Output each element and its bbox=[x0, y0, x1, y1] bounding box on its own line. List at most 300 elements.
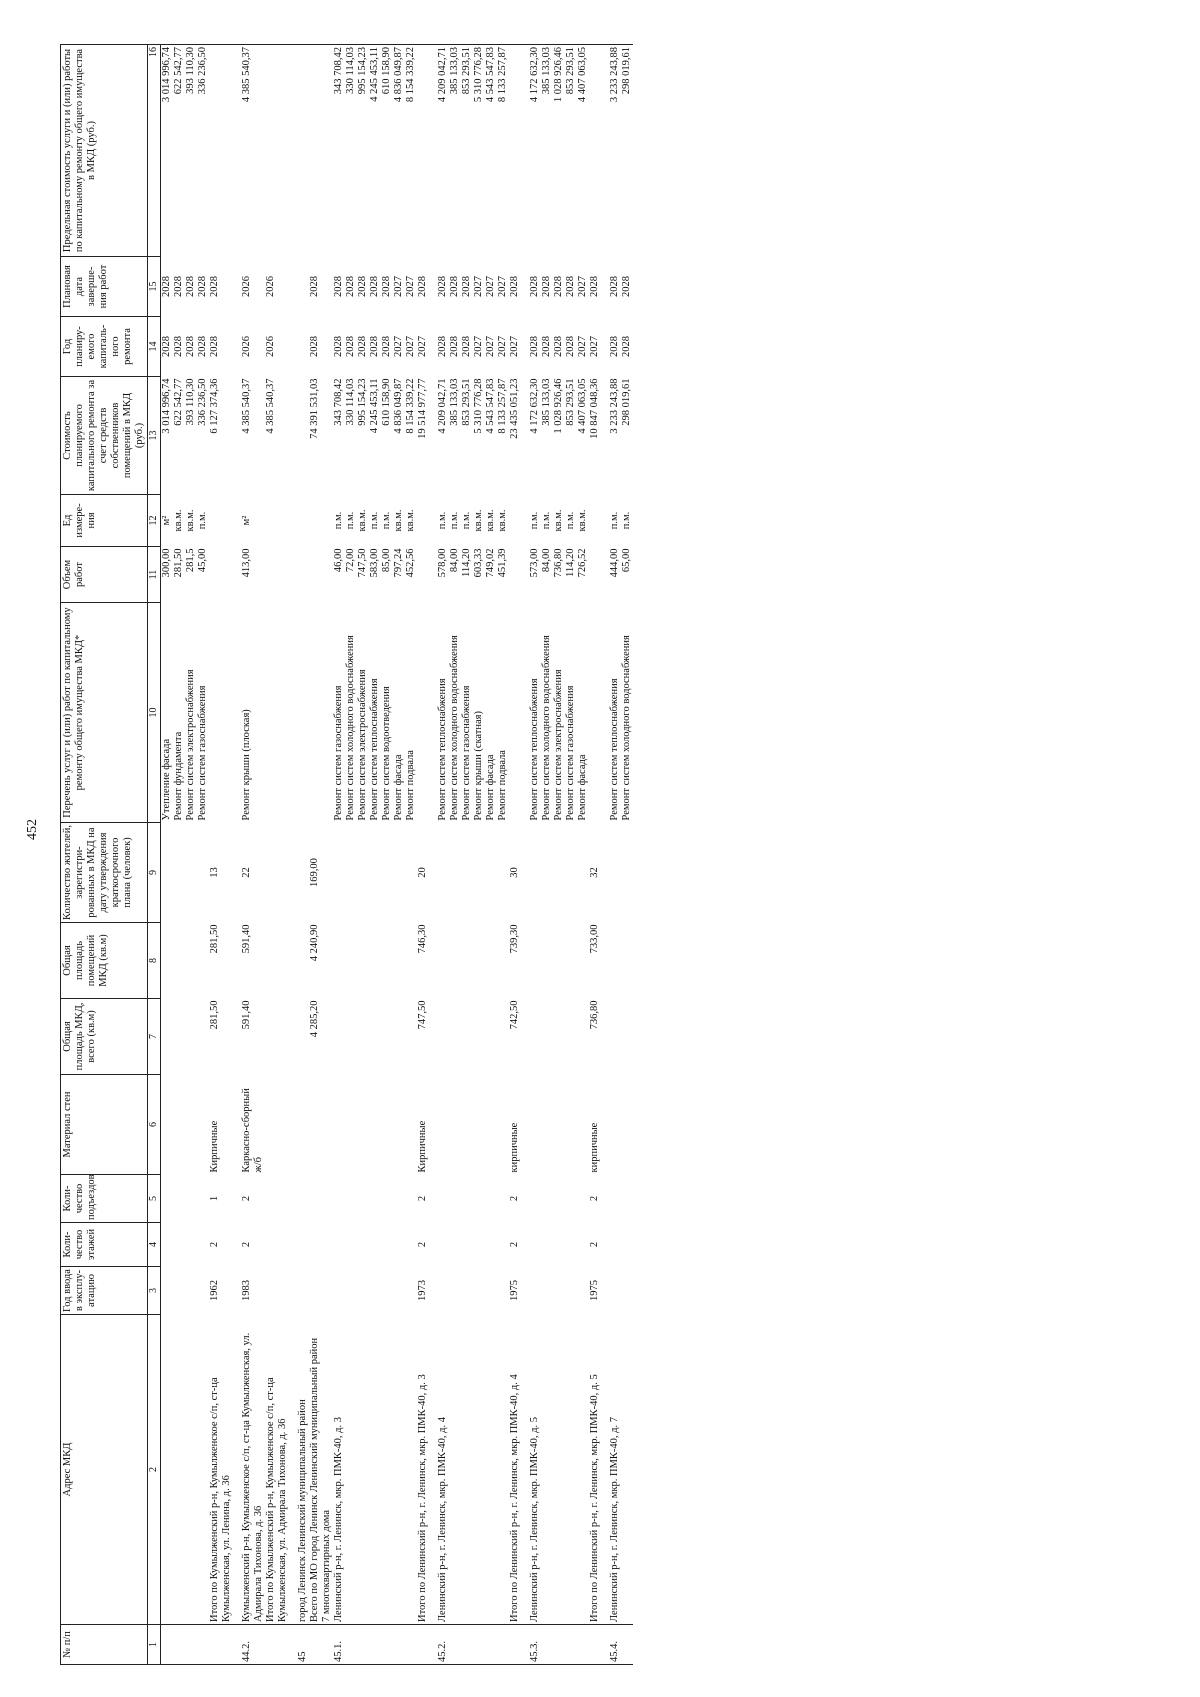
year-built-cell bbox=[461, 1267, 473, 1315]
address-cell bbox=[621, 1315, 633, 1625]
limit-cost-cell: 343 708,42 bbox=[333, 45, 345, 257]
residents-cell bbox=[437, 823, 449, 923]
completion-date-cell: 2027 bbox=[405, 276, 416, 297]
work-volume-cell: 444,00 bbox=[609, 548, 620, 578]
work-volume-cell: 45,00 bbox=[197, 548, 208, 573]
address-cell bbox=[485, 1315, 497, 1625]
year-built-cell bbox=[393, 1267, 405, 1315]
entrances-cell: 2 bbox=[509, 1195, 520, 1202]
cost-cell bbox=[321, 377, 333, 495]
premises-area-cell bbox=[529, 923, 541, 999]
table-row bbox=[381, 45, 393, 1665]
address-cell: Ленинский р-н, г. Ленинск, мкр. ПМК-40, д. 7 bbox=[609, 1315, 621, 1625]
year-built-cell bbox=[437, 1267, 449, 1315]
address-cell bbox=[405, 1315, 417, 1625]
column-index-cell: 11 bbox=[148, 547, 161, 603]
floors-cell bbox=[161, 1223, 174, 1267]
entrances-cell bbox=[461, 1175, 473, 1223]
work-volume-cell: 578,00 bbox=[437, 548, 448, 578]
work-type-cell: Ремонт систем теплоснабжения bbox=[609, 678, 620, 821]
cost-cell: 393 110,30 bbox=[185, 378, 196, 426]
column-index-cell: 7 bbox=[148, 999, 161, 1075]
row-number-cell: 45.3. bbox=[529, 1625, 541, 1665]
premises-area-cell bbox=[369, 923, 381, 999]
floors-cell: 2 bbox=[241, 1241, 252, 1248]
entrances-cell bbox=[449, 1175, 461, 1223]
year-built-cell bbox=[405, 1267, 417, 1315]
completion-date-cell: 2028 bbox=[529, 276, 540, 297]
row-number-cell bbox=[381, 1625, 393, 1665]
entrances-cell bbox=[497, 1175, 509, 1223]
premises-area-cell bbox=[265, 923, 297, 999]
unit-cell bbox=[265, 495, 297, 547]
residents-cell bbox=[609, 823, 621, 923]
address-cell bbox=[173, 1315, 185, 1625]
header-cell: Стоимость планируемого капитального ремонта за счет средств собственников помещений в МКД (руб.) bbox=[61, 377, 148, 495]
residents-cell bbox=[369, 823, 381, 923]
premises-area-cell bbox=[609, 923, 621, 999]
total-area-cell bbox=[333, 999, 345, 1075]
floors-cell bbox=[609, 1223, 621, 1267]
total-area-cell: 281,50 bbox=[209, 1000, 220, 1030]
total-area-cell: 736,80 bbox=[589, 1000, 600, 1030]
premises-area-cell: 746,30 bbox=[417, 924, 428, 954]
repair-year-cell: 2028 bbox=[553, 336, 564, 357]
unit-cell: п.м. bbox=[461, 511, 472, 530]
repair-year-cell: 2028 bbox=[381, 336, 392, 357]
floors-cell bbox=[565, 1223, 577, 1267]
table-row bbox=[461, 45, 473, 1665]
total-area-cell bbox=[369, 999, 381, 1075]
row-number-cell bbox=[369, 1625, 381, 1665]
premises-area-cell bbox=[357, 923, 369, 999]
work-volume-cell: 114,20 bbox=[565, 548, 576, 577]
residents-cell bbox=[473, 823, 485, 923]
floors-cell bbox=[577, 1223, 589, 1267]
year-built-cell bbox=[497, 1267, 509, 1315]
cost-cell: 298 019,61 bbox=[621, 378, 632, 426]
row-number-cell bbox=[173, 1625, 185, 1665]
repair-year-cell: 2027 bbox=[405, 336, 416, 357]
column-index-row bbox=[148, 45, 161, 1665]
wall-material-cell bbox=[541, 1075, 553, 1175]
table-row bbox=[473, 45, 485, 1665]
wall-material-cell bbox=[381, 1075, 393, 1175]
completion-date-cell: 2028 bbox=[565, 276, 576, 297]
total-area-cell: 4 285,20 bbox=[309, 1000, 320, 1038]
cost-cell: 995 154,23 bbox=[357, 378, 368, 426]
year-built-cell bbox=[565, 1267, 577, 1315]
limit-cost-cell: 298 019,61 bbox=[621, 45, 633, 257]
year-built-cell: 1983 bbox=[241, 1280, 252, 1301]
completion-date-cell: 2028 bbox=[309, 276, 320, 297]
unit-cell: м² bbox=[241, 515, 252, 526]
work-type-cell: Ремонт систем газоснабжения bbox=[461, 685, 472, 821]
residents-cell bbox=[197, 823, 209, 923]
address-cell bbox=[345, 1315, 357, 1625]
floors-cell bbox=[541, 1223, 553, 1267]
row-number-cell bbox=[357, 1625, 369, 1665]
wall-material-cell bbox=[309, 1075, 321, 1175]
unit-cell: кв.м. bbox=[473, 509, 484, 532]
residents-cell bbox=[357, 823, 369, 923]
entrances-cell bbox=[609, 1175, 621, 1223]
header-cell: Год ввода в эксплу-атацию bbox=[61, 1267, 148, 1315]
unit-cell bbox=[309, 495, 321, 547]
premises-area-cell bbox=[345, 923, 357, 999]
completion-date-cell: 2027 bbox=[577, 276, 588, 297]
year-built-cell bbox=[321, 1267, 333, 1315]
work-volume-cell: 300,00 bbox=[161, 548, 172, 578]
work-type-cell bbox=[589, 603, 609, 823]
work-volume-cell bbox=[417, 547, 437, 603]
completion-date-cell: 2028 bbox=[589, 276, 600, 297]
entrances-cell bbox=[405, 1175, 417, 1223]
header-cell: Адрес МКД bbox=[61, 1315, 148, 1625]
floors-cell: 2 bbox=[589, 1241, 600, 1248]
total-area-cell bbox=[485, 999, 497, 1075]
row-number-cell bbox=[509, 1625, 529, 1665]
premises-area-cell bbox=[473, 923, 485, 999]
floors-cell bbox=[265, 1223, 297, 1267]
column-index-cell: 4 bbox=[148, 1223, 161, 1267]
capital-repair-table bbox=[60, 44, 633, 1665]
completion-date-cell: 2028 bbox=[381, 276, 392, 297]
unit-cell: кв.м. bbox=[577, 509, 588, 532]
floors-cell bbox=[405, 1223, 417, 1267]
work-volume-cell: 726,52 bbox=[577, 548, 588, 578]
completion-date-cell bbox=[321, 257, 333, 317]
header-cell: Общая площадь помещений МКД (кв.м) bbox=[61, 923, 148, 999]
premises-area-cell bbox=[197, 923, 209, 999]
completion-date-cell: 2028 bbox=[449, 276, 460, 297]
entrances-cell bbox=[381, 1175, 393, 1223]
residents-cell bbox=[449, 823, 461, 923]
address-cell bbox=[553, 1315, 565, 1625]
limit-cost-cell: 853 293,51 bbox=[461, 45, 473, 257]
wall-material-cell bbox=[553, 1075, 565, 1175]
completion-date-cell: 2028 bbox=[461, 276, 472, 297]
wall-material-cell bbox=[197, 1075, 209, 1175]
year-built-cell bbox=[265, 1267, 297, 1315]
limit-cost-cell: 330 114,03 bbox=[345, 45, 357, 257]
column-index-cell: 10 bbox=[148, 603, 161, 823]
premises-area-cell bbox=[553, 923, 565, 999]
limit-cost-cell: 4 245 453,11 bbox=[369, 45, 381, 257]
unit-cell: кв.м. bbox=[485, 509, 496, 532]
row-number-cell bbox=[589, 1625, 609, 1665]
row-number-cell bbox=[321, 1625, 333, 1665]
total-area-cell bbox=[497, 999, 509, 1075]
work-type-cell: Ремонт подвала bbox=[497, 750, 508, 821]
year-built-cell bbox=[473, 1267, 485, 1315]
column-index-cell: 15 bbox=[148, 257, 161, 317]
work-type-cell: Ремонт фасада bbox=[393, 754, 404, 821]
work-type-cell: Ремонт подвала bbox=[405, 750, 416, 821]
unit-cell: п.м. bbox=[381, 511, 392, 530]
completion-date-cell: 2028 bbox=[345, 276, 356, 297]
work-volume-cell: 573,00 bbox=[529, 548, 540, 578]
floors-cell bbox=[357, 1223, 369, 1267]
completion-date-cell: 2028 bbox=[509, 276, 520, 297]
floors-cell: 2 bbox=[209, 1241, 220, 1248]
row-number-cell bbox=[541, 1625, 553, 1665]
unit-cell: п.м. bbox=[449, 511, 460, 530]
year-built-cell bbox=[173, 1267, 185, 1315]
total-area-cell bbox=[345, 999, 357, 1075]
work-volume-cell: 281,50 bbox=[173, 548, 184, 578]
limit-cost-cell: 4 407 063,05 bbox=[577, 45, 589, 257]
floors-cell bbox=[485, 1223, 497, 1267]
completion-date-cell: 2028 bbox=[209, 276, 220, 297]
entrances-cell bbox=[529, 1175, 541, 1223]
floors-cell bbox=[621, 1223, 633, 1267]
total-area-cell bbox=[297, 999, 309, 1075]
total-area-cell bbox=[197, 999, 209, 1075]
completion-date-cell: 2028 bbox=[357, 276, 368, 297]
unit-cell: п.м. bbox=[529, 511, 540, 530]
residents-cell: 20 bbox=[417, 867, 428, 878]
total-area-cell bbox=[565, 999, 577, 1075]
row-number-cell bbox=[565, 1625, 577, 1665]
address-cell: Итого по Кумылженский р-н, Кумылженское с/п, ст-ца Кумылженская, ул. Ленина, д. 36 bbox=[209, 1315, 241, 1625]
table-row bbox=[345, 45, 357, 1665]
limit-cost-cell: 4 543 547,83 bbox=[485, 45, 497, 257]
table-row bbox=[333, 45, 345, 1665]
wall-material-cell bbox=[405, 1075, 417, 1175]
work-volume-cell: 46,00 bbox=[333, 548, 344, 573]
limit-cost-cell bbox=[297, 45, 309, 257]
total-area-cell bbox=[173, 999, 185, 1075]
limit-cost-cell: 8 133 257,87 bbox=[497, 45, 509, 257]
repair-year-cell: 2028 bbox=[173, 336, 184, 357]
completion-date-cell: 2028 bbox=[173, 276, 184, 297]
work-type-cell: Ремонт систем водоотведения bbox=[381, 686, 392, 821]
column-index-cell: 9 bbox=[148, 823, 161, 923]
repair-year-cell: 2028 bbox=[333, 336, 344, 357]
premises-area-cell bbox=[381, 923, 393, 999]
year-built-cell: 1975 bbox=[509, 1280, 520, 1301]
total-area-cell bbox=[621, 999, 633, 1075]
limit-cost-cell: 622 542,77 bbox=[173, 45, 185, 257]
table-row bbox=[161, 45, 174, 1665]
work-type-cell: Утепление фасада bbox=[161, 738, 172, 821]
limit-cost-cell: 4 172 632,30 bbox=[529, 45, 541, 257]
repair-year-cell: 2028 bbox=[565, 336, 576, 357]
header-cell: Год планиру-емого капиталь-ного ремонта bbox=[61, 317, 148, 377]
table-row bbox=[529, 45, 541, 1665]
limit-cost-cell: 853 293,51 bbox=[565, 45, 577, 257]
total-area-cell bbox=[393, 999, 405, 1075]
repair-year-cell: 2028 bbox=[161, 336, 172, 357]
work-volume-cell: 749,02 bbox=[485, 548, 496, 578]
entrances-cell bbox=[553, 1175, 565, 1223]
table-row bbox=[357, 45, 369, 1665]
entrances-cell bbox=[265, 1175, 297, 1223]
row-number-cell bbox=[265, 1625, 297, 1665]
table-row bbox=[369, 45, 381, 1665]
work-volume-cell: 65,00 bbox=[621, 548, 632, 573]
floors-cell bbox=[553, 1223, 565, 1267]
address-cell bbox=[197, 1315, 209, 1625]
wall-material-cell bbox=[577, 1075, 589, 1175]
total-area-cell: 747,50 bbox=[417, 1000, 428, 1030]
wall-material-cell bbox=[333, 1075, 345, 1175]
address-cell bbox=[541, 1315, 553, 1625]
unit-cell: м² bbox=[161, 515, 172, 526]
year-built-cell bbox=[161, 1267, 174, 1315]
entrances-cell bbox=[565, 1175, 577, 1223]
limit-cost-cell bbox=[309, 45, 321, 257]
table-row bbox=[297, 45, 309, 1665]
page-number: 452 bbox=[25, 819, 40, 840]
entrances-cell bbox=[297, 1175, 309, 1223]
header-cell: Плановая дата заверше-ния работ bbox=[61, 257, 148, 317]
year-built-cell bbox=[541, 1267, 553, 1315]
cost-cell: 330 114,03 bbox=[345, 378, 356, 426]
address-cell bbox=[497, 1315, 509, 1625]
limit-cost-cell: 385 133,03 bbox=[541, 45, 553, 257]
limit-cost-cell bbox=[589, 45, 609, 257]
table-row bbox=[553, 45, 565, 1665]
repair-year-cell: 2028 bbox=[209, 336, 220, 357]
residents-cell bbox=[393, 823, 405, 923]
address-cell bbox=[381, 1315, 393, 1625]
entrances-cell bbox=[473, 1175, 485, 1223]
repair-year-cell: 2028 bbox=[357, 336, 368, 357]
wall-material-cell bbox=[473, 1075, 485, 1175]
residents-cell: 22 bbox=[241, 867, 252, 878]
total-area-cell bbox=[541, 999, 553, 1075]
unit-cell bbox=[297, 495, 309, 547]
total-area-cell bbox=[449, 999, 461, 1075]
row-number-cell bbox=[621, 1625, 633, 1665]
entrances-cell bbox=[309, 1175, 321, 1223]
residents-cell bbox=[497, 823, 509, 923]
row-number-cell bbox=[497, 1625, 509, 1665]
completion-date-cell: 2028 bbox=[417, 276, 428, 297]
work-type-cell: Ремонт фасада bbox=[577, 754, 588, 821]
entrances-cell bbox=[393, 1175, 405, 1223]
work-volume-cell bbox=[321, 547, 333, 603]
cost-cell bbox=[297, 377, 309, 495]
table-row bbox=[497, 45, 509, 1665]
cost-cell: 8 133 257,87 bbox=[497, 378, 508, 434]
column-index-cell: 5 bbox=[148, 1175, 161, 1223]
residents-cell bbox=[161, 823, 174, 923]
row-number-cell bbox=[473, 1625, 485, 1665]
address-cell bbox=[473, 1315, 485, 1625]
premises-area-cell bbox=[185, 923, 197, 999]
residents-cell bbox=[529, 823, 541, 923]
limit-cost-cell: 8 154 339,22 bbox=[405, 45, 417, 257]
year-built-cell bbox=[553, 1267, 565, 1315]
column-index-cell: 13 bbox=[148, 377, 161, 495]
work-type-cell: Ремонт систем холодного водоснабжения bbox=[621, 635, 632, 821]
residents-cell bbox=[185, 823, 197, 923]
entrances-cell bbox=[437, 1175, 449, 1223]
premises-area-cell bbox=[393, 923, 405, 999]
cost-cell: 6 127 374,36 bbox=[209, 378, 220, 434]
header-cell: Количество жителей, зарегистри-рованных в МКД на дату утверждения краткосрочного плана (человек) bbox=[61, 823, 148, 923]
residents-cell bbox=[577, 823, 589, 923]
work-type-cell: Ремонт крыши (плоская) bbox=[241, 709, 252, 821]
wall-material-cell bbox=[369, 1075, 381, 1175]
completion-date-cell: 2028 bbox=[369, 276, 380, 297]
table-row bbox=[241, 45, 265, 1665]
unit-cell: кв.м. bbox=[393, 509, 404, 532]
cost-cell: 622 542,77 bbox=[173, 378, 184, 426]
work-volume-cell bbox=[265, 547, 297, 603]
floors-cell bbox=[321, 1223, 333, 1267]
table-row bbox=[609, 45, 621, 1665]
unit-cell: п.м. bbox=[345, 511, 356, 530]
repair-year-cell: 2028 bbox=[449, 336, 460, 357]
wall-material-cell bbox=[185, 1075, 197, 1175]
wall-material-cell bbox=[497, 1075, 509, 1175]
column-index-cell: 6 bbox=[148, 1075, 161, 1175]
wall-material-cell bbox=[297, 1075, 309, 1175]
column-index-cell: 1 bbox=[148, 1625, 161, 1665]
repair-year-cell: 2028 bbox=[437, 336, 448, 357]
entrances-cell bbox=[197, 1175, 209, 1223]
year-built-cell bbox=[369, 1267, 381, 1315]
premises-area-cell: 733,00 bbox=[589, 924, 600, 954]
work-volume-cell: 72,00 bbox=[345, 548, 356, 573]
cost-cell: 4 209 042,71 bbox=[437, 378, 448, 434]
limit-cost-cell: 5 310 776,28 bbox=[473, 45, 485, 257]
wall-material-cell bbox=[565, 1075, 577, 1175]
header-cell: Коли-чество подъездов bbox=[61, 1175, 148, 1223]
floors-cell bbox=[381, 1223, 393, 1267]
cost-cell: 610 158,90 bbox=[381, 378, 392, 426]
work-type-cell: Ремонт систем холодного водоснабжения bbox=[345, 635, 356, 821]
work-volume-cell: 84,00 bbox=[449, 548, 460, 573]
cost-cell: 19 514 977,77 bbox=[417, 378, 428, 439]
work-volume-cell: 603,33 bbox=[473, 548, 484, 578]
total-area-cell bbox=[461, 999, 473, 1075]
entrances-cell: 2 bbox=[417, 1195, 428, 1202]
repair-year-cell: 2027 bbox=[485, 336, 496, 357]
limit-cost-cell bbox=[417, 45, 437, 257]
completion-date-cell: 2028 bbox=[541, 276, 552, 297]
repair-year-cell: 2027 bbox=[589, 336, 600, 357]
unit-cell bbox=[417, 495, 437, 547]
repair-year-cell: 2028 bbox=[369, 336, 380, 357]
table-row bbox=[437, 45, 449, 1665]
row-number-cell bbox=[577, 1625, 589, 1665]
row-number-cell bbox=[161, 1625, 174, 1665]
premises-area-cell bbox=[161, 923, 174, 999]
cost-cell: 4 172 632,30 bbox=[529, 378, 540, 434]
table-row bbox=[577, 45, 589, 1665]
work-volume-cell: 797,24 bbox=[393, 548, 404, 578]
year-built-cell bbox=[485, 1267, 497, 1315]
table-row bbox=[405, 45, 417, 1665]
header-cell: Коли-чество этажей bbox=[61, 1223, 148, 1267]
cost-cell: 23 435 051,23 bbox=[509, 378, 520, 439]
repair-year-cell: 2028 bbox=[309, 336, 320, 357]
completion-date-cell: 2028 bbox=[161, 276, 172, 297]
table-row bbox=[621, 45, 633, 1665]
floors-cell bbox=[345, 1223, 357, 1267]
repair-year-cell: 2027 bbox=[417, 336, 428, 357]
year-built-cell bbox=[381, 1267, 393, 1315]
premises-area-cell bbox=[321, 923, 333, 999]
unit-cell bbox=[509, 495, 529, 547]
limit-cost-cell: 4 209 042,71 bbox=[437, 45, 449, 257]
work-type-cell: Ремонт систем электроснабжения bbox=[553, 669, 564, 821]
